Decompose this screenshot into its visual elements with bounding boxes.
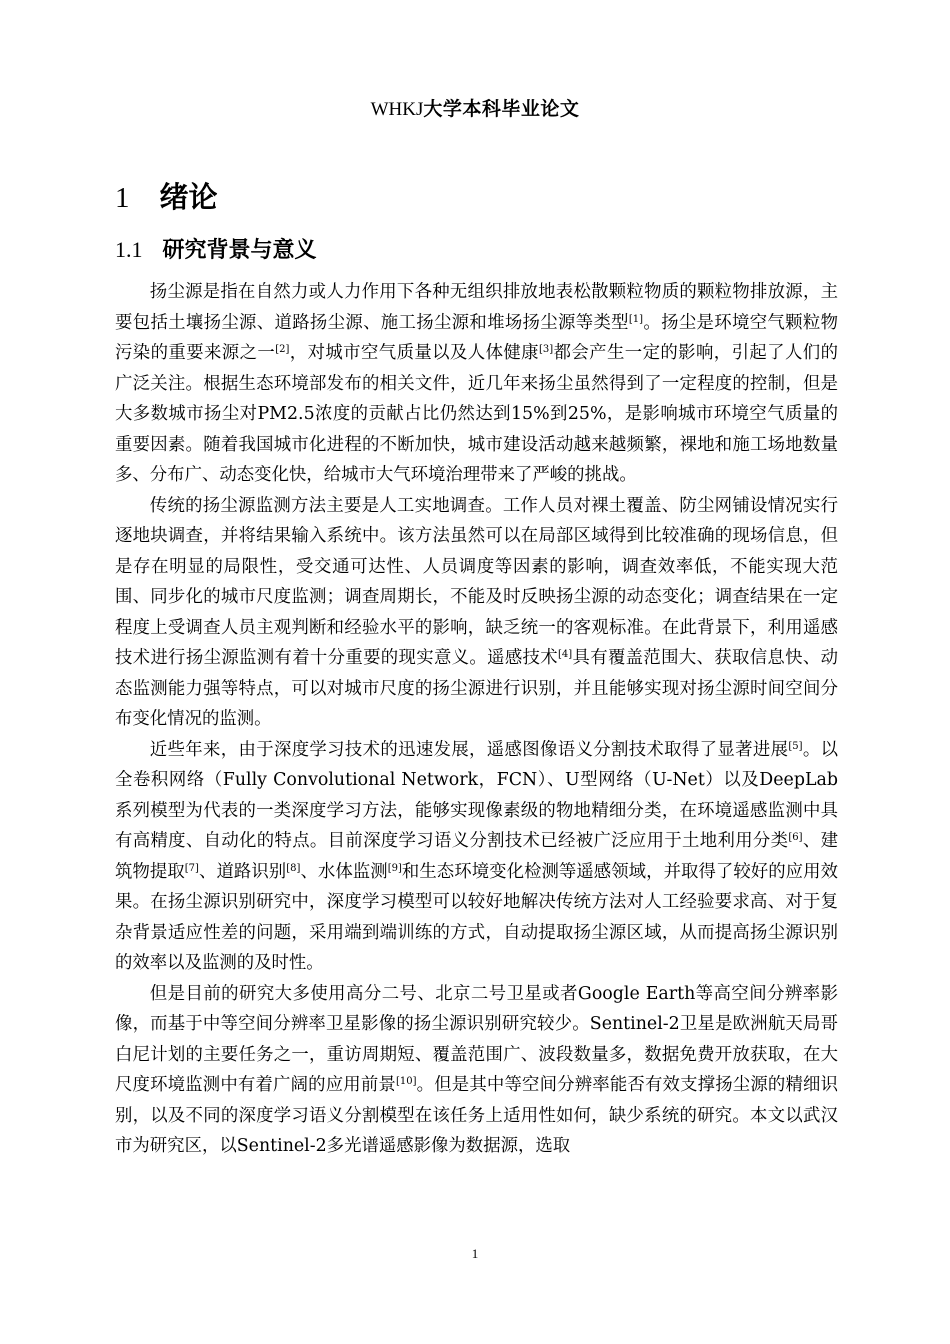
paragraph-text: 、水体监测 — [300, 861, 388, 882]
paragraph — [115, 277, 838, 491]
running-header — [0, 94, 950, 121]
paragraph-text: 具有覆盖范围大、获取信息快、动态监测能力强等特点，可以对城市尺度的扬尘源进行识别，并且能够实现对扬尘源时间空间分布变化情况的监测。 — [115, 648, 838, 729]
body-text — [115, 277, 838, 1162]
page-number: 1 — [471, 1246, 479, 1261]
section-heading — [115, 233, 317, 264]
citation-ref: [10] — [395, 1076, 417, 1087]
paragraph-text: ，对城市空气质量以及人体健康 — [289, 343, 539, 363]
chapter-title: 绪论 — [159, 180, 218, 214]
citation-ref: [6] — [788, 832, 803, 843]
header-title: 大学本科毕业论文 — [423, 98, 580, 120]
citation-ref: [9] — [387, 862, 402, 874]
chapter-number: 1 — [115, 182, 130, 214]
paragraph-text: 、建筑物提取 — [115, 831, 838, 882]
paragraph-text: 和生态环境变化检测等遥感领域，并取得了较好的应用效果。在扬尘源识别研究中，深度学习模型可以较好地解决传统方法对人工经验要求高、对于复杂背景适应性差的问题，采用端到端训练的方式，自动提取扬尘源区域，从而提高扬尘源识别的效率以及监测的及时性。 — [115, 861, 838, 973]
paragraph — [115, 979, 838, 1162]
citation-ref: [8] — [286, 862, 301, 874]
section-title: 研究背景与意义 — [162, 237, 317, 263]
citation-ref: [4] — [558, 649, 573, 660]
section-number: 1.1 — [115, 237, 143, 262]
paragraph — [115, 491, 838, 735]
citation-ref: [5] — [788, 740, 803, 752]
citation-ref: [7] — [184, 862, 199, 874]
paragraph-text: 、道路识别 — [198, 861, 287, 882]
chapter-heading — [115, 175, 218, 216]
paragraph-text: 近些年来，由于深度学习技术的迅速发展，遥感图像语义分割技术取得了显著进展 — [149, 739, 789, 760]
citation-ref: [3] — [539, 344, 554, 355]
paragraph-text: 。但是其中等空间分辨率能否有效支撑扬尘源的精细识别，以及不同的深度学习语义分割模型在该任务上适用性如何，缺少系统的研究。本文以武汉市为研究区，以Sentinel-2多光谱遥感影像为数据源，选取 — [115, 1075, 838, 1156]
paragraph-text: 但是目前的研究大多使用高分二号、北京二号卫星或者Google Earth等高空间分辨率影像，而基于中等空间分辨率卫星影像的扬尘源识别研究较少。Sentinel-2卫星是欧洲航天局哥白尼计划的主要任务之一，重访周期短、覆盖范围广、波段数量多，数据免费开放获取，在大尺度环境监测中有着广阔的应用前景 — [115, 983, 838, 1095]
paragraph — [115, 735, 838, 979]
paragraph-text: 扬尘源是指在自然力或人力作用下各种无组织排放地表松散颗粒物质的颗粒物排放源，主要包括土壤扬尘源、道路扬尘源、施工扬尘源和堆场扬尘源等类型 — [115, 282, 838, 333]
paragraph-text: 都会产生一定的影响，引起了人们的广泛关注。根据生态环境部发布的相关文件，近几年来扬尘虽然得到了一定程度的控制，但是大多数城市扬尘对PM2.5浓度的贡献占比仍然达到15%到25%，是影响城市环境空气质量的重要因素。随着我国城市化进程的不断加快，城市建设活动越来越频繁，裸地和施工场地数量多、分布广、动态变化快，给城市大气环境治理带来了严峻的挑战。 — [115, 343, 838, 485]
paragraph-text: 。以全卷积网络（Fully Convolutional Network，FCN）、U型网络（U-Net）以及DeepLab系列模型为代表的一类深度学习方法，能够实现像素级的物地精细分类，在环境遥感监测中具有高精度、自动化的特点。目前深度学习语义分割技术已经被广泛应用于土地利用分类 — [115, 739, 838, 851]
paragraph-text: 。扬尘是环境空气颗粒物污染的重要来源之一 — [115, 312, 838, 363]
header-university-code: WHKJ — [370, 99, 424, 120]
citation-ref: [2] — [275, 344, 290, 355]
paragraph-text: 传统的扬尘源监测方法主要是人工实地调查。工作人员对裸土覆盖、防尘网铺设情况实行逐地块调查，并将结果输入系统中。该方法虽然可以在局部区域得到比较准确的现场信息，但是存在明显的局限性，受交通可达性、人员调度等因素的影响，调查效率低，不能实现大范围、同步化的城市尺度监测；调查周期长，不能及时反映扬尘源的动态变化；调查结果在一定程度上受调查人员主观判断和经验水平的影响，缺乏统一的客观标准。在此背景下，利用遥感技术进行扬尘源监测有着十分重要的现实意义。遥感技术 — [115, 495, 838, 668]
citation-ref: [1] — [628, 313, 644, 325]
